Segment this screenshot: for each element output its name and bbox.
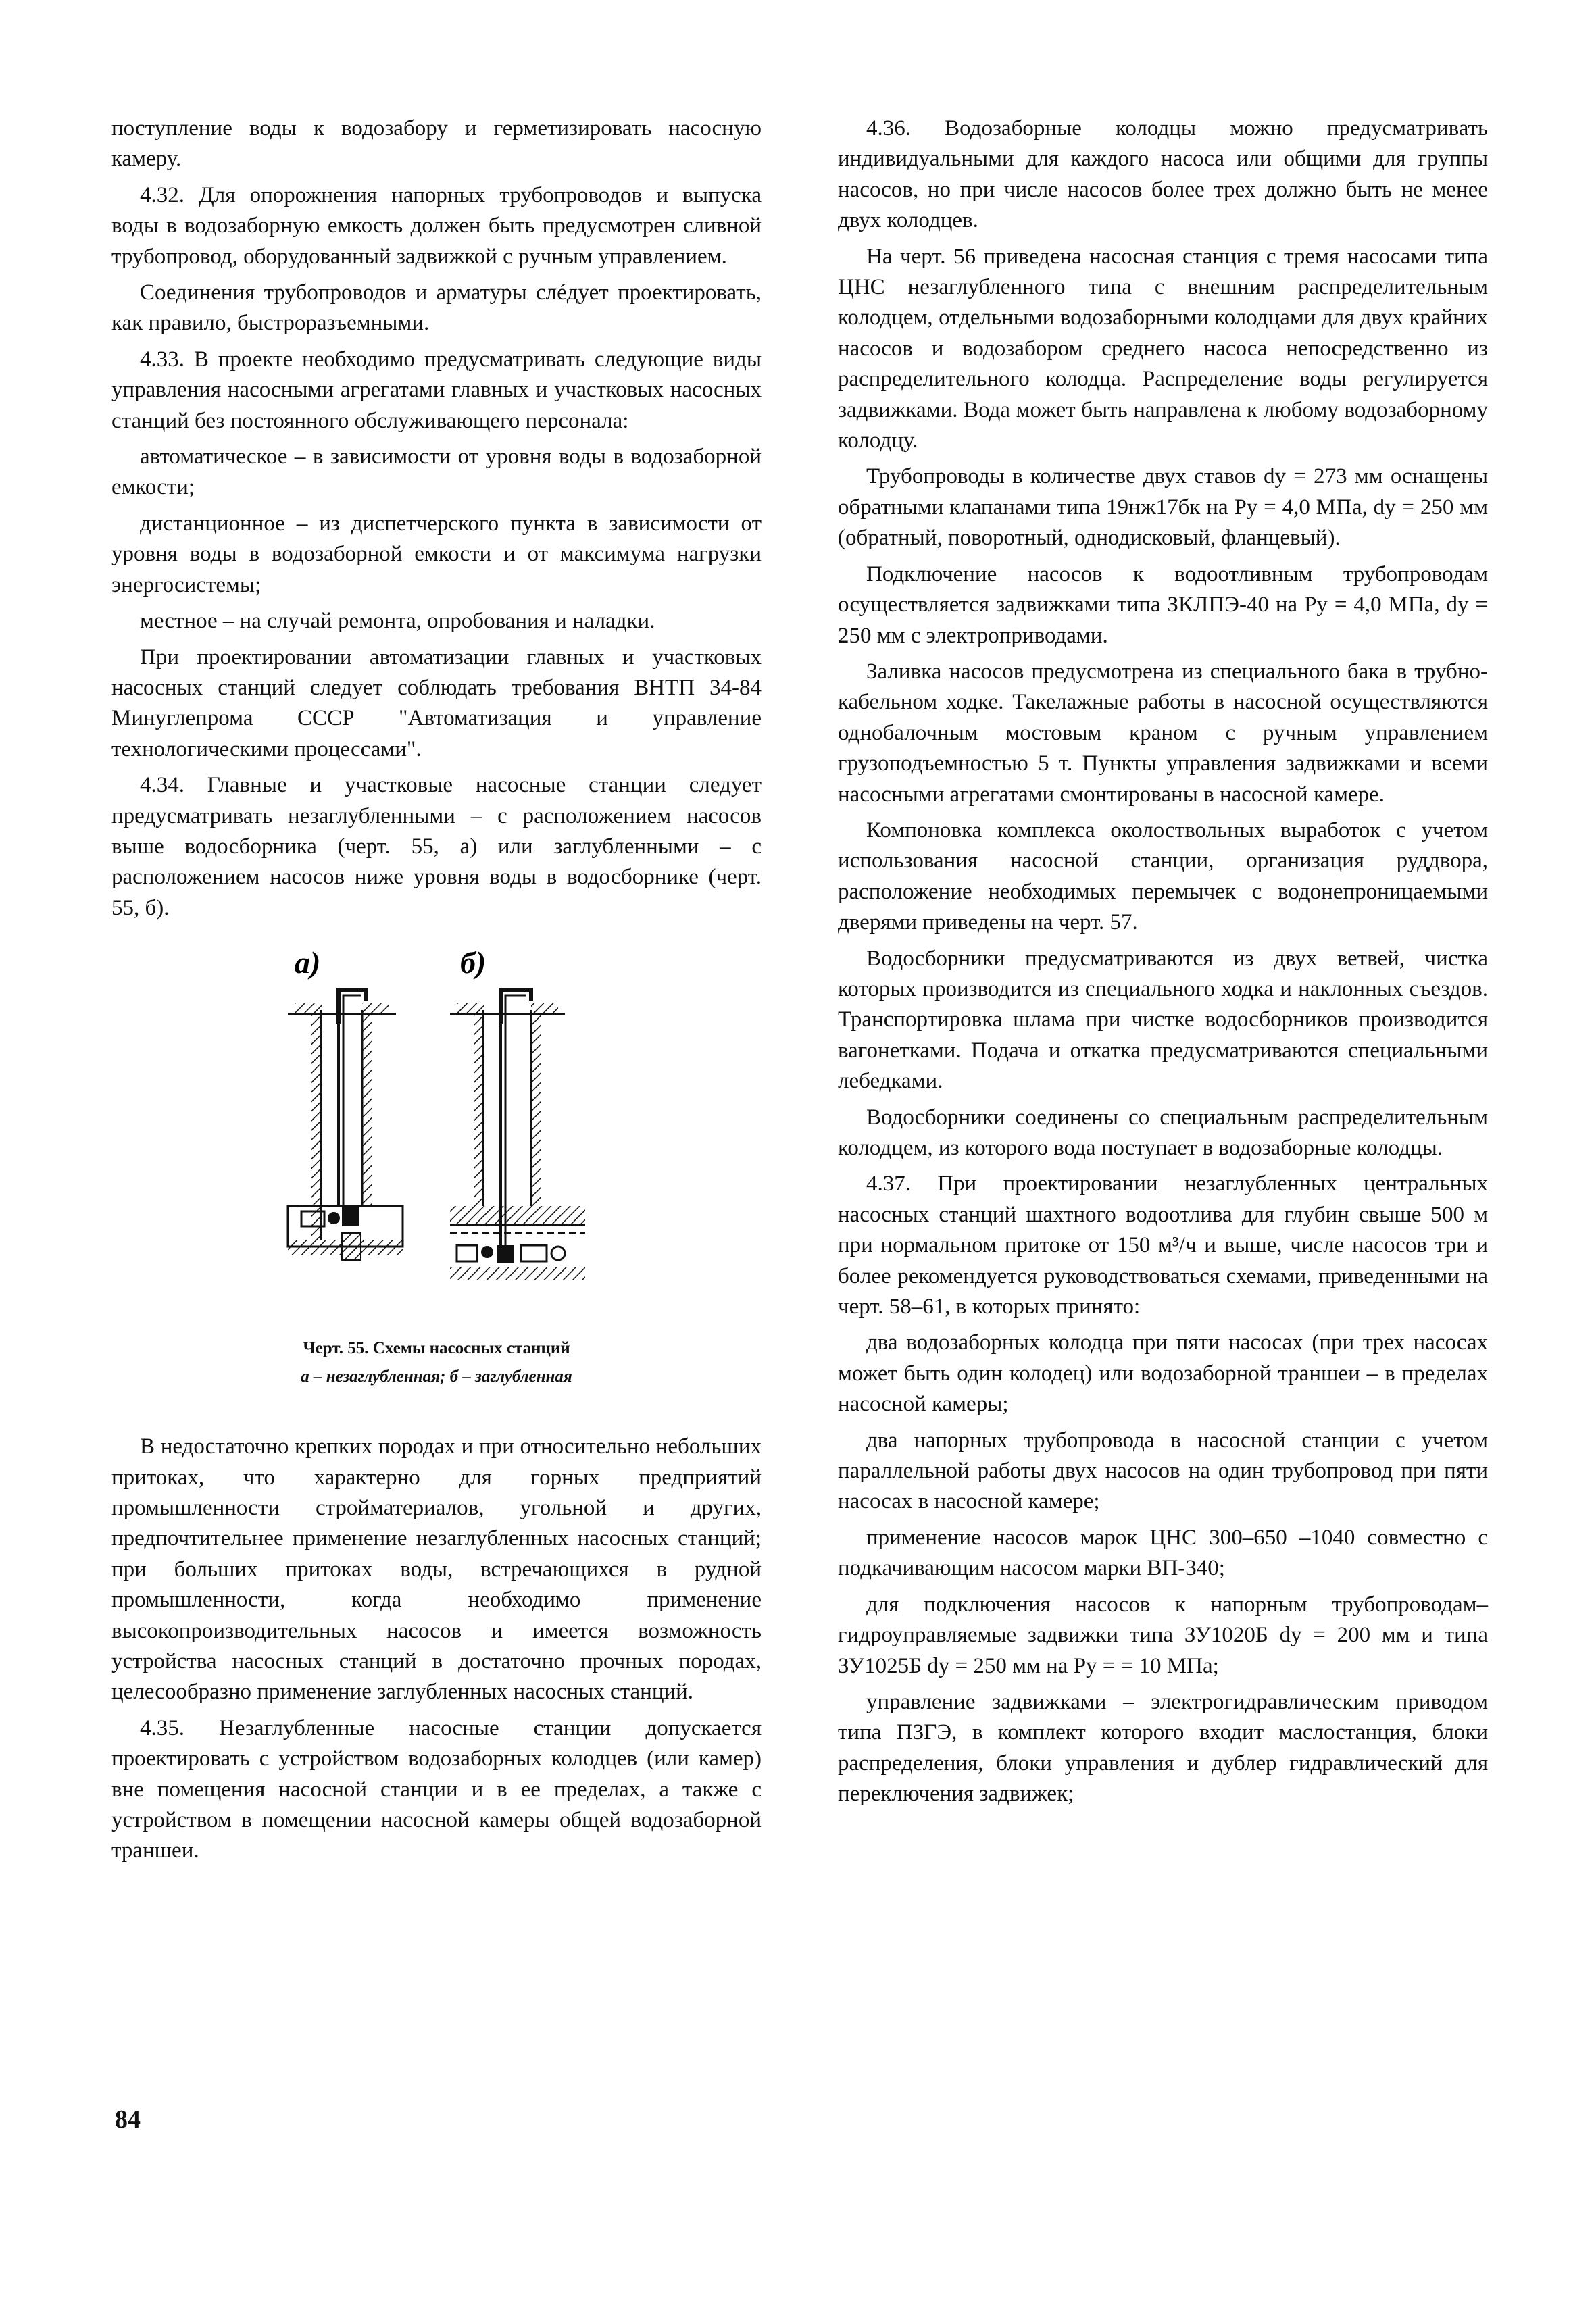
paragraph: В недостаточно крепких породах и при относительно небольших притоках, что характерно для горных предприятий промышленности стройматериалов, угольной и других, предпочтительнее применение незаглубленных насосных станций; при больших притоках воды, встречающихся в рудной промышленности, когда необходимо применение высокопроизводительных насосов и имеется возможность устройства насосных станций в достаточно прочных породах, целесообразно применение заглубленных насосных станций. bbox=[111, 1434, 762, 1705]
label-b: б) bbox=[460, 945, 487, 980]
paragraph: Подключение насосов к водоотливным трубопроводам осуществляется задвижками типа ЗКЛПЭ-40 на Pу = 4,0 МПа, dу = 250 мм с электроприводами. bbox=[838, 561, 1488, 648]
paragraph: Водосборники предусматриваются из двух ветвей, чистка которых производится из специального ходка и наклонных съездов. Транспортировка шлама при чистке водосборников производится вагонетками. Подача и откатка предусматриваются специальными лебедками. bbox=[838, 946, 1488, 1094]
scheme-b bbox=[450, 990, 585, 1280]
paragraph: Заливка насосов предусмотрена из специального бака в трубно-кабельном ходке. Такелажные работы в насосной осуществляются однобалочным мостовым краном с ручным управлением грузоподъемностью 5 т. Пункты управления задвижками и всеми насосными агрегатами смонтированы в насосной камере. bbox=[838, 659, 1488, 807]
label-a: а) bbox=[295, 945, 321, 980]
figure-subtitle: а – незаглубленная; б – заглубленная bbox=[301, 1367, 572, 1386]
list-item: два водозаборных колодца при пяти насосах (при трех насосах может быть один колодец) или водозаборной траншеи – в пределах насосной камеры; bbox=[838, 1330, 1488, 1417]
figure-55 bbox=[111, 936, 762, 1391]
paragraph-4-35: 4.35. Незаглубленные насосные станции допускается проектировать с устройством водозаборных колодцев (или камер) вне помещения насосной станции и в ее пределах, а также с устройством в помещении насосной камеры общей водозаборной траншеи. bbox=[111, 1715, 762, 1863]
paragraph-4-37: 4.37. При проектировании незаглубленных центральных насосных станций шахтного водоотлива для глубин свыше 500 м при нормальном притоке от 150 м³/ч и выше, числе насосов три и более рекомендуется руководствоваться схемами, приведенными на черт. 58–61, в которых принято: bbox=[838, 1172, 1488, 1319]
paragraph: Компоновка комплекса околоствольных выработок с учетом использования насосной станции, организация руддвора, расположение необходимых перемычек с водонепроницаемыми дверями приведены на черт. 57. bbox=[838, 818, 1488, 935]
paragraph-4-33: 4.33. В проекте необходимо предусматривать следующие виды управления насосными агрегатами главных и участковых насосных станций без постоянного обслуживающего персонала: bbox=[111, 347, 762, 433]
list-item: управление задвижками – электрогидравлическим приводом типа ПЗГЭ, в комплект которого входит маслостанция, блоки распределения, блоки управления и дублер гидравлический для переключения задвижек; bbox=[838, 1689, 1488, 1807]
paragraph: Трубопроводы в количестве двух ставов dу = 273 мм оснащены обратными клапанами типа 19нж17бк на Pу = 4,0 МПа, dу = 250 мм (обратный, поворотный, однодисковый, фланцевый). bbox=[838, 464, 1488, 551]
left-column bbox=[111, 114, 762, 1872]
list-item: для подключения насосов к напорным трубопроводам–гидроуправляемые задвижки типа ЗУ1020Б dу = 200 мм и типа ЗУ1025Б dу = 250 мм на Pу = = 10 МПа; bbox=[838, 1592, 1488, 1678]
page-number: 84 bbox=[115, 2105, 141, 2134]
scheme-a bbox=[288, 990, 403, 1260]
list-item: дистанционное – из диспетчерского пункта в зависимости от уровня воды в водозаборной емкости и от максимума нагрузки энергосистемы; bbox=[111, 511, 762, 597]
paragraph: Водосборники соединены со специальным распределительным колодцем, из которого вода поступает в водозаборные колодцы. bbox=[838, 1105, 1488, 1160]
figure-title: Черт. 55. Схемы насосных станций bbox=[303, 1339, 570, 1358]
paragraph: Соединения трубопроводов и арматуры слéдует проектировать, как правило, быстроразъемными. bbox=[111, 280, 762, 336]
paragraph: При проектировании автоматизации главных и участковых насосных станций следует соблюдать требования ВНТП 34-84 Минуглепрома СССР "Автоматизация и управление технологическими процессами". bbox=[111, 645, 762, 761]
pump-station-diagram bbox=[247, 936, 626, 1314]
list-item: применение насосов марок ЦНС 300–650 –1040 совместно с подкачивающим насосом марки ВП-340; bbox=[838, 1525, 1488, 1581]
paragraph: На черт. 56 приведена насосная станция с тремя насосами типа ЦНС незаглубленного типа с внешним распределительным колодцем, отдельными водозаборными колодцами для двух крайних насосов и водозабором среднего насоса непосредственно из распределительного колодца. Распределение воды регулируется задвижками. Вода может быть направлена к любому водозаборному колодцу. bbox=[838, 244, 1488, 453]
paragraph: поступление воды к водозабору и герметизировать насосную камеру. bbox=[111, 116, 762, 172]
paragraph-4-32: 4.32. Для опорожнения напорных трубопроводов и выпуска воды в водозаборную емкость должен быть предусмотрен сливной трубопровод, оборудованный задвижкой с ручным управлением. bbox=[111, 182, 762, 269]
paragraph-4-34: 4.34. Главные и участковые насосные станции следует предусматривать незаглубленными – с расположением насосов выше водосборника (черт. 55, а) или заглубленными – с расположением насосов ниже уровня воды в водосборнике (черт. 55, б). bbox=[111, 773, 762, 920]
list-item: местное – на случай ремонта, опробования и наладки. bbox=[140, 609, 655, 634]
list-item: два напорных трубопровода в насосной станции с учетом параллельной работы двух насосов на один трубопровод при пяти насосах в насосной камере; bbox=[838, 1428, 1488, 1514]
list-item: автоматическое – в зависимости от уровня воды в водозаборной емкости; bbox=[111, 445, 762, 500]
right-column bbox=[838, 114, 1488, 1815]
paragraph-4-36: 4.36. Водозаборные колодцы можно предусматривать индивидуальными для каждого насоса или общими для группы насосов, но при числе насосов более трех должно быть не менее двух колодцев. bbox=[838, 116, 1488, 233]
